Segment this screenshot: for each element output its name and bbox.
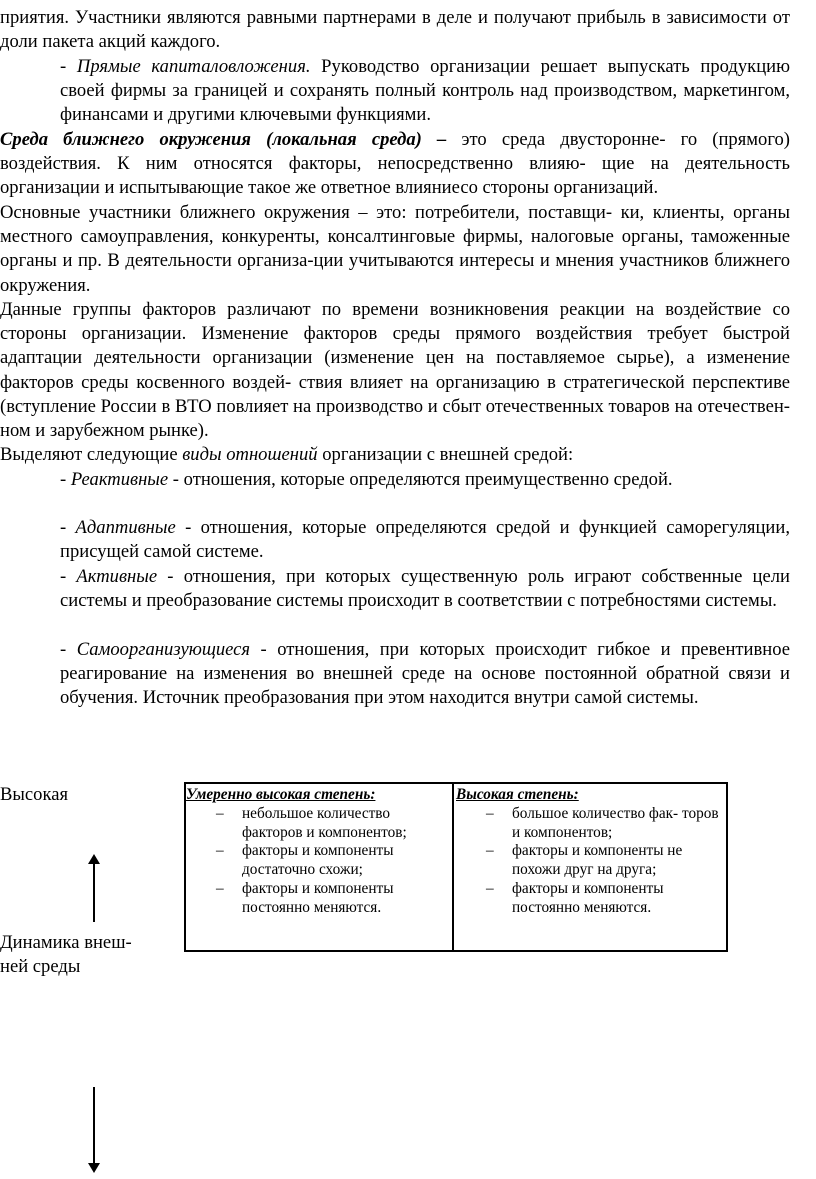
dash: – [486,842,494,860]
cell-list [186,805,448,918]
paragraph-factor-groups [0,298,790,443]
dash: – [216,804,224,822]
paragraph-direct-investment [60,55,790,128]
cell-title: Высокая степень: [456,786,579,803]
list-dash: - [60,56,77,77]
list-item [456,880,726,918]
list-item-reactive [60,468,790,492]
arrow-down-icon [93,1087,95,1165]
list-item [186,880,448,918]
term-active: Активные [76,566,158,587]
list-dash: - [60,566,77,587]
grid-cell-moderate [186,786,448,918]
axis-label [0,931,132,979]
paragraph-text: Руководство организации решает выпускать продукцию своей фирмы за границей и сохранять полный контроль над производством, маркетингом, финансами и другими ключевыми функциями. [60,56,790,126]
list-item-active [60,565,790,613]
term-local-environment: Среда ближнего окружения (локальная среда) – [0,129,447,150]
list-dash: - [60,517,76,538]
term-relation-types: виды отношений [182,444,318,465]
paragraph-participants [0,201,790,298]
paragraph-text: отношения, которые определяются преимущественно средой. [179,469,673,490]
term-self-organizing: Самоорганизующиеся [76,639,251,660]
list-item [456,842,726,880]
list-item [186,842,448,880]
item-text: факторы и компоненты достаточно схожи; [242,842,394,879]
list-dash: - [60,639,77,660]
list-item-self-organizing [60,638,790,711]
axis-label-line: ней среды [0,956,81,977]
list-dash: - [60,469,71,490]
dash: – [216,879,224,897]
axis-label-line: Динамика внеш- [0,932,132,953]
paragraph-text: Основные участники ближнего окружения – это: потребители, поставщи- ки, клиенты, органы местного самоуправления, конкуренты, консалтинговые фирмы, налоговые органы, таможенные органы и пр. В деятельности организа-ции учитываются интересы и мнения участников ближнего окружения. [0,202,790,296]
dash: – [486,804,494,822]
item-text: факторы и компоненты постоянно меняются. [242,879,394,916]
term-adaptive: Адаптивные [75,517,176,538]
paragraph-text: Выделяют следующие [0,444,183,465]
list-item [186,805,448,843]
paragraph-text: организации с внешней средой: [317,444,574,465]
paragraph [0,6,790,54]
paragraph-relation-types-intro [0,443,790,467]
paragraph-text: - отношения, которые определяются средой и функцией саморегуляции, присущей самой системе. [60,517,790,563]
cell-list [456,805,726,918]
paragraph-text: Данные группы факторов различают по времени возникновения реакции на воздействие со стороны организации. Изменение факторов среды прямого воздействия требует быстрой адаптации деятельности организации (изменение цен на поставляемое сырье), а изменение факторов среды косвенного воздей- ствия влияет на организацию в стратегической перспективе (вступление России в ВТО повлияет на производство и сбыт отечественных товаров на отечествен- ном и зарубежном рынке). [0,299,790,442]
paragraph-text: приятия. Участники являются равными партнерами в деле и получают прибыль в зависимости от доли пакета акций каждого. [0,7,790,53]
paragraph-text: это среда двусторонне- го (прямого) воздействия. К ним относятся факторы, непосредственно влияю- щие на деятельность организации и испытывающие такое же ответное влияниесо стороны организаций. [0,129,790,199]
term-direct-investment: Прямые капиталовложения. [76,56,311,77]
grid-divider [452,782,454,952]
term-reactive: Реактивные - [70,469,179,490]
list-item [456,805,726,843]
item-text: небольшое количество факторов и компонентов; [242,804,407,841]
cell-title: Умеренно высокая степень: [186,786,376,803]
list-item-adaptive [60,516,790,564]
arrow-up-icon [93,862,95,922]
paragraph-text: - отношения, при которых существенную роль играют собственные цели системы и преобразование системы происходит в соответствии с потребностями системы. [60,566,790,612]
axis-top-label: Высокая [0,784,69,805]
paragraph-local-environment [0,128,790,201]
paragraph-text: - отношения, при которых происходит гибкое и превентивное реагирование на изменения во внешней среде на основе постоянной обратной связи и обучения. Источник преобразования при этом находится внутри самой системы. [60,639,791,709]
dash: – [216,842,224,860]
dash: – [486,879,494,897]
grid-cell-high [456,786,726,918]
item-text: факторы и компоненты постоянно меняются. [512,879,664,916]
item-text: большое количество фак- торов и компонентов; [512,804,719,841]
item-text: факторы и компоненты не похожи друг на друга; [512,842,683,879]
